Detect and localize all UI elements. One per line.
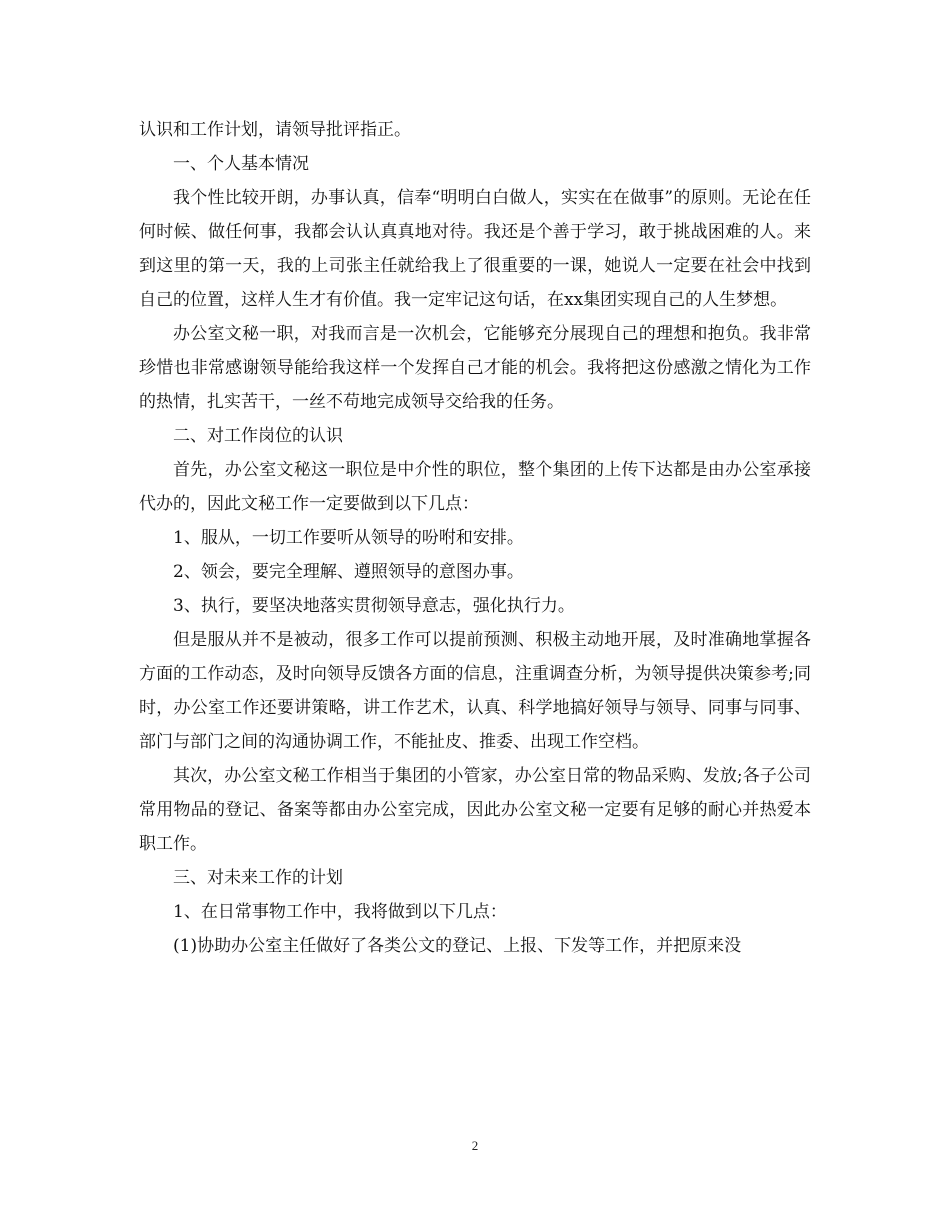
heading-personal-info: 一、个人基本情况 [173,154,309,174]
heading-future-plan: 三、对未来工作的计划 [173,868,343,888]
list-item-obey: 1、服从，一切工作要听从领导的吩咐和安排。 [173,528,524,548]
list-item-comprehend: 2、领会，要完全理解、遵照领导的意图办事。 [173,562,524,582]
paragraph-intro-closing: 认识和工作计划，请领导批评指正。 [139,120,411,140]
list-item-assist-director: (1)协助办公室主任做好了各类公文的登记、上报、下发等工作，并把原来没 [173,936,742,956]
list-item-execute: 3、执行，要坚决地落实贯彻领导意志，强化执行力。 [173,596,575,616]
paragraph-first-point: 首先，办公室文秘这一职位是中介性的职位，整个集团的上传下达都是由办公室承接代办的，因此文秘工作一定要做到以下几点： [139,460,811,514]
list-item-daily-work: 1、在日常事物工作中，我将做到以下几点： [173,902,507,922]
document-body [139,113,811,963]
page-number: 2 [471,1138,479,1153]
paragraph-personality: 我个性比较开朗，办事认真，信奉“明明白白做人，实实在在做事”的原则。无论在任何时候、做任何事，我都会认认真真地对待。我还是个善于学习，敢于挑战困难的人。来到这里的第一天，我的上司张主任就给我上了很重要的一课，她说人一定要在社会中找到自己的位置，这样人生才有价值。我一定牢记这句话，在xx集团实现自己的人生梦想。 [139,188,811,310]
heading-job-understanding: 二、对工作岗位的认识 [173,426,343,446]
paragraph-proactive: 但是服从并不是被动，很多工作可以提前预测、积极主动地开展，及时准确地掌握各方面的工作动态，及时向领导反馈各方面的信息，注重调查分析，为领导提供决策参考;同时，办公室工作还要讲策略，讲工作艺术，认真、科学地搞好领导与领导、同事与同事、部门与部门之间的沟通协调工作，不能扯皮、推委、出现工作空档。 [139,630,811,752]
paragraph-opportunity: 办公室文秘一职，对我而言是一次机会，它能够充分展现自己的理想和抱负。我非常珍惜也非常感谢领导能给我这样一个发挥自己才能的机会。我将把这份感激之情化为工作的热情，扎实苦干，一丝不苟地完成领导交给我的任务。 [139,324,811,412]
paragraph-housekeeper: 其次，办公室文秘工作相当于集团的小管家，办公室日常的物品采购、发放;各子公司常用物品的登记、备案等都由办公室完成，因此办公室文秘一定要有足够的耐心并热爱本职工作。 [139,766,811,854]
